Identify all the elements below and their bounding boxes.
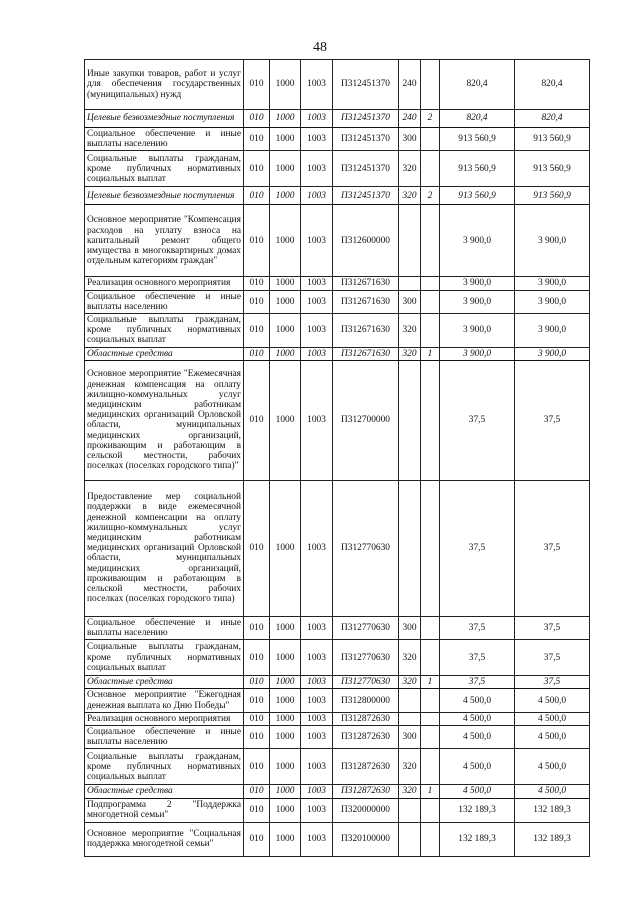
table-row (85, 616, 590, 639)
expense-type-cell: 300 (399, 290, 421, 313)
subsection-code-cell: 1003 (301, 749, 333, 785)
subsection-code-cell: 1003 (301, 822, 333, 856)
expense-type-cell: 300 (399, 726, 421, 749)
row-name-cell: Социальное обеспечение и иные выплаты населению (85, 726, 244, 749)
subsection-code-cell: 1003 (301, 676, 333, 689)
target-article-cell: П312700000 (333, 360, 399, 480)
admin-code-cell: 010 (244, 712, 270, 725)
section-code-cell: 1000 (270, 726, 301, 749)
funding-source-cell (421, 360, 440, 480)
target-article-cell: П312800000 (333, 689, 399, 712)
row-name-cell: Целевые безвозмездные поступления (85, 187, 244, 205)
row-name-cell: Реализация основного мероприятия (85, 712, 244, 725)
funding-source-cell: 2 (421, 187, 440, 205)
expense-type-cell (399, 480, 421, 616)
amount-cell-2: 37,5 (515, 616, 590, 639)
expense-type-cell (399, 712, 421, 725)
row-name-cell: Областные средства (85, 676, 244, 689)
funding-source-cell: 1 (421, 347, 440, 360)
section-code-cell: 1000 (270, 60, 301, 110)
admin-code-cell: 010 (244, 128, 270, 151)
target-article-cell: П312451370 (333, 187, 399, 205)
table-row (85, 726, 590, 749)
row-name-cell: Реализация основного мероприятия (85, 277, 244, 290)
amount-cell-2: 3 900,0 (515, 314, 590, 348)
amount-cell-1: 37,5 (440, 480, 515, 616)
section-code-cell: 1000 (270, 128, 301, 151)
table-row (85, 360, 590, 480)
expense-type-cell (399, 277, 421, 290)
funding-source-cell (421, 128, 440, 151)
amount-cell-2: 132 189,3 (515, 798, 590, 822)
table-row (85, 689, 590, 712)
admin-code-cell: 010 (244, 749, 270, 785)
target-article-cell: П312770630 (333, 480, 399, 616)
table-row (85, 749, 590, 785)
expense-type-cell: 320 (399, 347, 421, 360)
section-code-cell: 1000 (270, 640, 301, 676)
expense-type-cell (399, 822, 421, 856)
section-code-cell: 1000 (270, 798, 301, 822)
row-name-cell: Социальное обеспечение и иные выплаты населению (85, 616, 244, 639)
amount-cell-2: 3 900,0 (515, 277, 590, 290)
amount-cell-1: 4 500,0 (440, 785, 515, 798)
row-name-cell: Социальное обеспечение и иные выплаты населению (85, 290, 244, 313)
row-name-cell: Иные закупки товаров, работ и услуг для обеспечения государственных (муниципальных) нужд (85, 60, 244, 110)
amount-cell-2: 132 189,3 (515, 822, 590, 856)
subsection-code-cell: 1003 (301, 616, 333, 639)
amount-cell-1: 37,5 (440, 640, 515, 676)
section-code-cell: 1000 (270, 151, 301, 187)
amount-cell-1: 820,4 (440, 110, 515, 128)
subsection-code-cell: 1003 (301, 640, 333, 676)
section-code-cell: 1000 (270, 785, 301, 798)
row-name-cell: Областные средства (85, 785, 244, 798)
amount-cell-1: 4 500,0 (440, 749, 515, 785)
subsection-code-cell: 1003 (301, 277, 333, 290)
expense-type-cell (399, 205, 421, 277)
funding-source-cell (421, 798, 440, 822)
subsection-code-cell: 1003 (301, 726, 333, 749)
amount-cell-1: 4 500,0 (440, 712, 515, 725)
target-article-cell: П312671630 (333, 277, 399, 290)
target-article-cell: П312600000 (333, 205, 399, 277)
subsection-code-cell: 1003 (301, 290, 333, 313)
expense-type-cell: 320 (399, 187, 421, 205)
amount-cell-1: 132 189,3 (440, 798, 515, 822)
amount-cell-2: 37,5 (515, 360, 590, 480)
subsection-code-cell: 1003 (301, 205, 333, 277)
subsection-code-cell: 1003 (301, 314, 333, 348)
expense-type-cell (399, 798, 421, 822)
target-article-cell: П312770630 (333, 616, 399, 639)
admin-code-cell: 010 (244, 726, 270, 749)
amount-cell-2: 4 500,0 (515, 749, 590, 785)
amount-cell-2: 37,5 (515, 676, 590, 689)
funding-source-cell (421, 689, 440, 712)
admin-code-cell: 010 (244, 822, 270, 856)
amount-cell-1: 3 900,0 (440, 277, 515, 290)
table-row (85, 822, 590, 856)
target-article-cell: П320100000 (333, 822, 399, 856)
section-code-cell: 1000 (270, 360, 301, 480)
target-article-cell: П312872630 (333, 749, 399, 785)
admin-code-cell: 010 (244, 151, 270, 187)
funding-source-cell (421, 60, 440, 110)
subsection-code-cell: 1003 (301, 128, 333, 151)
expense-type-cell: 240 (399, 60, 421, 110)
expense-type-cell: 320 (399, 676, 421, 689)
table-row (85, 314, 590, 348)
target-article-cell: П312770630 (333, 676, 399, 689)
amount-cell-2: 4 500,0 (515, 785, 590, 798)
subsection-code-cell: 1003 (301, 360, 333, 480)
amount-cell-1: 37,5 (440, 616, 515, 639)
expense-type-cell: 320 (399, 785, 421, 798)
amount-cell-1: 37,5 (440, 360, 515, 480)
subsection-code-cell: 1003 (301, 785, 333, 798)
amount-cell-1: 913 560,9 (440, 151, 515, 187)
section-code-cell: 1000 (270, 689, 301, 712)
amount-cell-1: 3 900,0 (440, 205, 515, 277)
section-code-cell: 1000 (270, 480, 301, 616)
target-article-cell: П312671630 (333, 290, 399, 313)
funding-source-cell (421, 822, 440, 856)
amount-cell-1: 3 900,0 (440, 314, 515, 348)
admin-code-cell: 010 (244, 314, 270, 348)
amount-cell-2: 3 900,0 (515, 290, 590, 313)
subsection-code-cell: 1003 (301, 110, 333, 128)
admin-code-cell: 010 (244, 676, 270, 689)
table-row (85, 60, 590, 110)
subsection-code-cell: 1003 (301, 187, 333, 205)
subsection-code-cell: 1003 (301, 151, 333, 187)
row-name-cell: Предоставление мер социальной поддержки в виде ежемесячной денежной компенсации на оплату жилищно-коммунальных услуг медицинским работникам медицинских организаций Орловской области, муниципальных медицинских организаций, проживающим и работающим в сельской местности, рабочих поселках (поселках городского типа) (85, 480, 244, 616)
table-row (85, 676, 590, 689)
section-code-cell: 1000 (270, 712, 301, 725)
target-article-cell: П312671630 (333, 314, 399, 348)
table-row (85, 798, 590, 822)
subsection-code-cell: 1003 (301, 798, 333, 822)
row-name-cell: Основное мероприятие "Ежемесячная денежная компенсация на оплату жилищно-коммунальных услуг медицинским работникам медицинских организаций Орловской области, муниципальных медицинских организаций, проживающим и работающим в сельской местности, рабочих поселках (поселках городского типа)" (85, 360, 244, 480)
target-article-cell: П312770630 (333, 640, 399, 676)
table-row (85, 205, 590, 277)
section-code-cell: 1000 (270, 314, 301, 348)
amount-cell-1: 820,4 (440, 60, 515, 110)
funding-source-cell (421, 480, 440, 616)
target-article-cell: П320000000 (333, 798, 399, 822)
section-code-cell: 1000 (270, 749, 301, 785)
budget-table (84, 59, 590, 857)
row-name-cell: Целевые безвозмездные поступления (85, 110, 244, 128)
table-row (85, 640, 590, 676)
amount-cell-1: 3 900,0 (440, 290, 515, 313)
table-row (85, 277, 590, 290)
admin-code-cell: 010 (244, 785, 270, 798)
amount-cell-2: 913 560,9 (515, 128, 590, 151)
admin-code-cell: 010 (244, 290, 270, 313)
table-row (85, 712, 590, 725)
table-row (85, 347, 590, 360)
admin-code-cell: 010 (244, 480, 270, 616)
section-code-cell: 1000 (270, 277, 301, 290)
funding-source-cell (421, 726, 440, 749)
target-article-cell: П312451370 (333, 60, 399, 110)
amount-cell-2: 913 560,9 (515, 187, 590, 205)
section-code-cell: 1000 (270, 347, 301, 360)
funding-source-cell (421, 277, 440, 290)
subsection-code-cell: 1003 (301, 689, 333, 712)
target-article-cell: П312872630 (333, 726, 399, 749)
amount-cell-1: 132 189,3 (440, 822, 515, 856)
amount-cell-2: 4 500,0 (515, 712, 590, 725)
subsection-code-cell: 1003 (301, 712, 333, 725)
target-article-cell: П312451370 (333, 110, 399, 128)
funding-source-cell (421, 314, 440, 348)
admin-code-cell: 010 (244, 689, 270, 712)
amount-cell-1: 4 500,0 (440, 726, 515, 749)
section-code-cell: 1000 (270, 616, 301, 639)
amount-cell-1: 37,5 (440, 676, 515, 689)
funding-source-cell (421, 616, 440, 639)
amount-cell-2: 3 900,0 (515, 347, 590, 360)
expense-type-cell: 320 (399, 314, 421, 348)
expense-type-cell (399, 360, 421, 480)
expense-type-cell: 320 (399, 749, 421, 785)
admin-code-cell: 010 (244, 110, 270, 128)
funding-source-cell (421, 640, 440, 676)
amount-cell-2: 913 560,9 (515, 151, 590, 187)
table-row (85, 151, 590, 187)
row-name-cell: Социальные выплаты гражданам, кроме публичных нормативных социальных выплат (85, 749, 244, 785)
funding-source-cell (421, 290, 440, 313)
amount-cell-2: 820,4 (515, 110, 590, 128)
table-row (85, 128, 590, 151)
row-name-cell: Подпрограмма 2 "Поддержка многодетной семьи" (85, 798, 244, 822)
funding-source-cell (421, 205, 440, 277)
row-name-cell: Основное мероприятие "Компенсация расходов на уплату взноса на капитальный ремонт общего имущества в многоквартирных домах отдельным категориям граждан" (85, 205, 244, 277)
table-body (85, 60, 590, 857)
funding-source-cell: 2 (421, 110, 440, 128)
admin-code-cell: 010 (244, 616, 270, 639)
amount-cell-2: 37,5 (515, 480, 590, 616)
row-name-cell: Основное мероприятие "Ежегодная денежная выплата ко Дню Победы" (85, 689, 244, 712)
funding-source-cell: 1 (421, 676, 440, 689)
admin-code-cell: 010 (244, 60, 270, 110)
section-code-cell: 1000 (270, 822, 301, 856)
row-name-cell: Социальное обеспечение и иные выплаты населению (85, 128, 244, 151)
amount-cell-2: 820,4 (515, 60, 590, 110)
admin-code-cell: 010 (244, 187, 270, 205)
admin-code-cell: 010 (244, 798, 270, 822)
row-name-cell: Социальные выплаты гражданам, кроме публичных нормативных социальных выплат (85, 314, 244, 348)
admin-code-cell: 010 (244, 205, 270, 277)
subsection-code-cell: 1003 (301, 347, 333, 360)
row-name-cell: Областные средства (85, 347, 244, 360)
target-article-cell: П312671630 (333, 347, 399, 360)
expense-type-cell: 320 (399, 640, 421, 676)
expense-type-cell (399, 689, 421, 712)
target-article-cell: П312451370 (333, 151, 399, 187)
admin-code-cell: 010 (244, 640, 270, 676)
section-code-cell: 1000 (270, 110, 301, 128)
amount-cell-1: 4 500,0 (440, 689, 515, 712)
amount-cell-2: 37,5 (515, 640, 590, 676)
expense-type-cell: 300 (399, 128, 421, 151)
subsection-code-cell: 1003 (301, 480, 333, 616)
section-code-cell: 1000 (270, 290, 301, 313)
admin-code-cell: 010 (244, 277, 270, 290)
amount-cell-1: 913 560,9 (440, 187, 515, 205)
target-article-cell: П312451370 (333, 128, 399, 151)
amount-cell-2: 4 500,0 (515, 689, 590, 712)
table-row (85, 785, 590, 798)
section-code-cell: 1000 (270, 187, 301, 205)
table-row (85, 187, 590, 205)
amount-cell-1: 3 900,0 (440, 347, 515, 360)
admin-code-cell: 010 (244, 360, 270, 480)
row-name-cell: Социальные выплаты гражданам, кроме публичных нормативных социальных выплат (85, 151, 244, 187)
row-name-cell: Социальные выплаты гражданам, кроме публичных нормативных социальных выплат (85, 640, 244, 676)
funding-source-cell (421, 151, 440, 187)
subsection-code-cell: 1003 (301, 60, 333, 110)
funding-source-cell (421, 749, 440, 785)
amount-cell-2: 4 500,0 (515, 726, 590, 749)
table-row (85, 110, 590, 128)
admin-code-cell: 010 (244, 347, 270, 360)
funding-source-cell: 1 (421, 785, 440, 798)
target-article-cell: П312872630 (333, 712, 399, 725)
section-code-cell: 1000 (270, 676, 301, 689)
row-name-cell: Основное мероприятие "Социальная поддержка многодетной семьи" (85, 822, 244, 856)
expense-type-cell: 240 (399, 110, 421, 128)
page-number: 48 (313, 40, 327, 55)
expense-type-cell: 300 (399, 616, 421, 639)
amount-cell-1: 913 560,9 (440, 128, 515, 151)
funding-source-cell (421, 712, 440, 725)
amount-cell-2: 3 900,0 (515, 205, 590, 277)
section-code-cell: 1000 (270, 205, 301, 277)
expense-type-cell: 320 (399, 151, 421, 187)
table-row (85, 480, 590, 616)
table-row (85, 290, 590, 313)
target-article-cell: П312872630 (333, 785, 399, 798)
